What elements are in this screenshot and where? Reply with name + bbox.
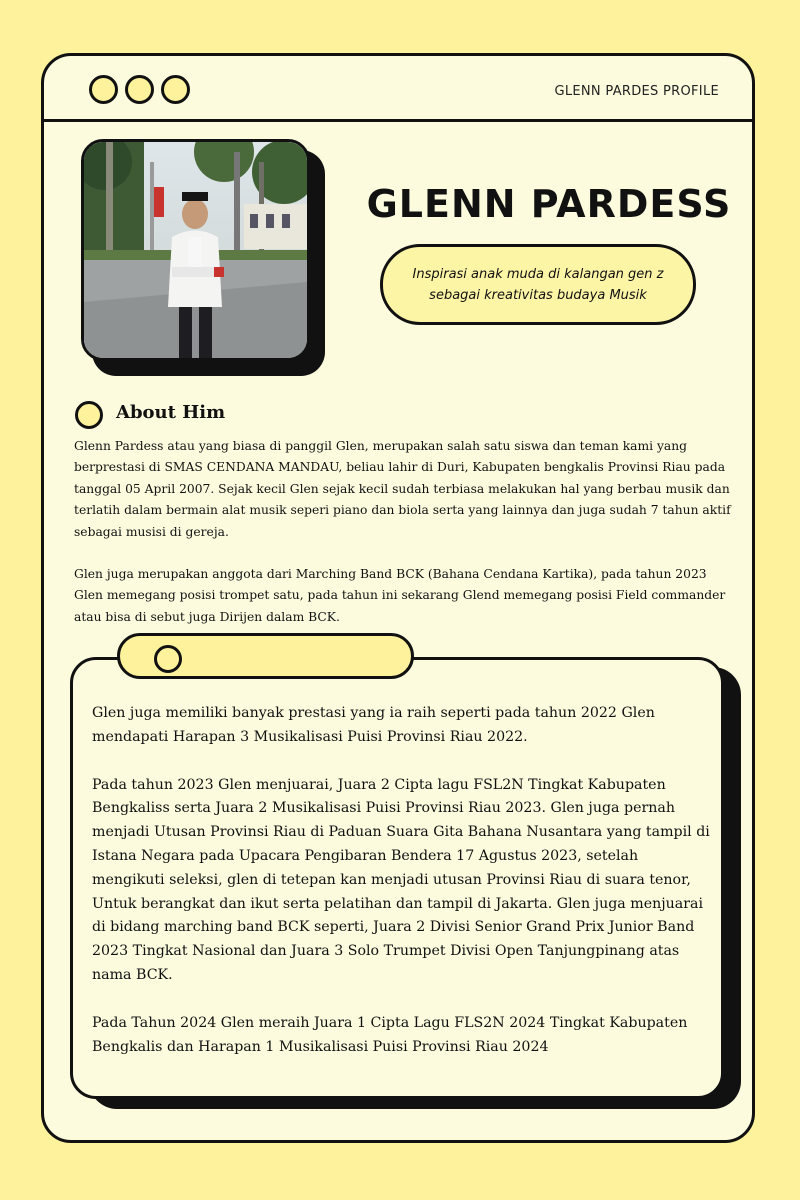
achievements-tab xyxy=(117,633,414,679)
tagline-text: Inspirasi anak muda di kalangan gen z sebagai kreativitas budaya Musik xyxy=(412,266,664,303)
tagline-box xyxy=(380,244,696,325)
profile-name: GLENN PARDESS xyxy=(366,182,732,226)
about-paragraph-2: Glen juga merupakan anggota dari Marching Band BCK (Bahana Cendana Kartika), pada tahun 2023 Glen memegang posisi trompet satu, pada tahun ini sekarang Glend memegang posisi Field commander atau bisa di sebut juga Dirijen dalam BCK. xyxy=(74,567,726,624)
window-title: GLENN PARDES PROFILE xyxy=(554,84,719,99)
window-dot-2 xyxy=(125,75,154,104)
window-dot-3 xyxy=(161,75,190,104)
profile-window xyxy=(41,53,755,1143)
about-paragraph-1: Glenn Pardess atau yang biasa di panggil Glen, merupakan salah satu siswa dan teman kami yang berprestasi di SMAS CENDANA MANDAU, beliau lahir di Duri, Kabupaten bengkalis Provinsi Riau pada tanggal 05 April 2007. Sejak kecil Glen sejak kecil sudah terbiasa melakukan hal yang berbau musik dan terlatih dalam bermain alat musik seperi piano dan biola serta yang lainnya dan juga sudah 7 tahun aktif sebagai musisi di gereja. xyxy=(74,439,731,539)
person-photo-icon xyxy=(84,142,307,358)
about-heading: About Him xyxy=(116,402,226,423)
achievements-body xyxy=(92,702,712,1083)
achievement-paragraph-2: Pada tahun 2023 Glen menjuarai, Juara 2 Cipta lagu FSL2N Tingkat Kabupaten Bengkaliss serta Juara 2 Musikalisasi Puisi Provinsi Riau 2023. Glen juga pernah menjadi Utusan Provinsi Riau di Paduan Suara Gita Bahana Nusantara yang tampil di Istana Negara pada Upacara Pengibaran Bendera 17 Agustus 2023, setelah mengikuti seleksi, glen di tetepan kan menjadi utusan Provinsi Riau di suara tenor, Untuk berangkat dan ikut serta pelatihan dan tampil di Jakarta. Glen juga menjuarai di bidang marching band BCK seperti, Juara 2 Divisi Senior Grand Prix Junior Band 2023 Tingkat Nasional dan Juara 3 Solo Trumpet Divisi Open Tanjungpinang atas nama BCK. xyxy=(92,776,710,983)
window-titlebar xyxy=(44,56,752,122)
profile-photo xyxy=(81,139,310,361)
tab-dot-icon xyxy=(154,645,182,673)
window-dot-1 xyxy=(89,75,118,104)
achievement-paragraph-3: Pada Tahun 2024 Glen meraih Juara 1 Cipta Lagu FLS2N 2024 Tingkat Kabupaten Bengkalis dan Harapan 1 Musikalisasi Puisi Provinsi Riau 2024 xyxy=(92,1014,688,1055)
achievements-card xyxy=(70,657,724,1099)
about-body xyxy=(74,436,734,649)
achievement-paragraph-1: Glen juga memiliki banyak prestasi yang ia raih seperti pada tahun 2022 Glen mendapati Harapan 3 Musikalisasi Puisi Provinsi Riau 2022. xyxy=(92,705,655,745)
about-bullet-icon xyxy=(75,401,103,429)
